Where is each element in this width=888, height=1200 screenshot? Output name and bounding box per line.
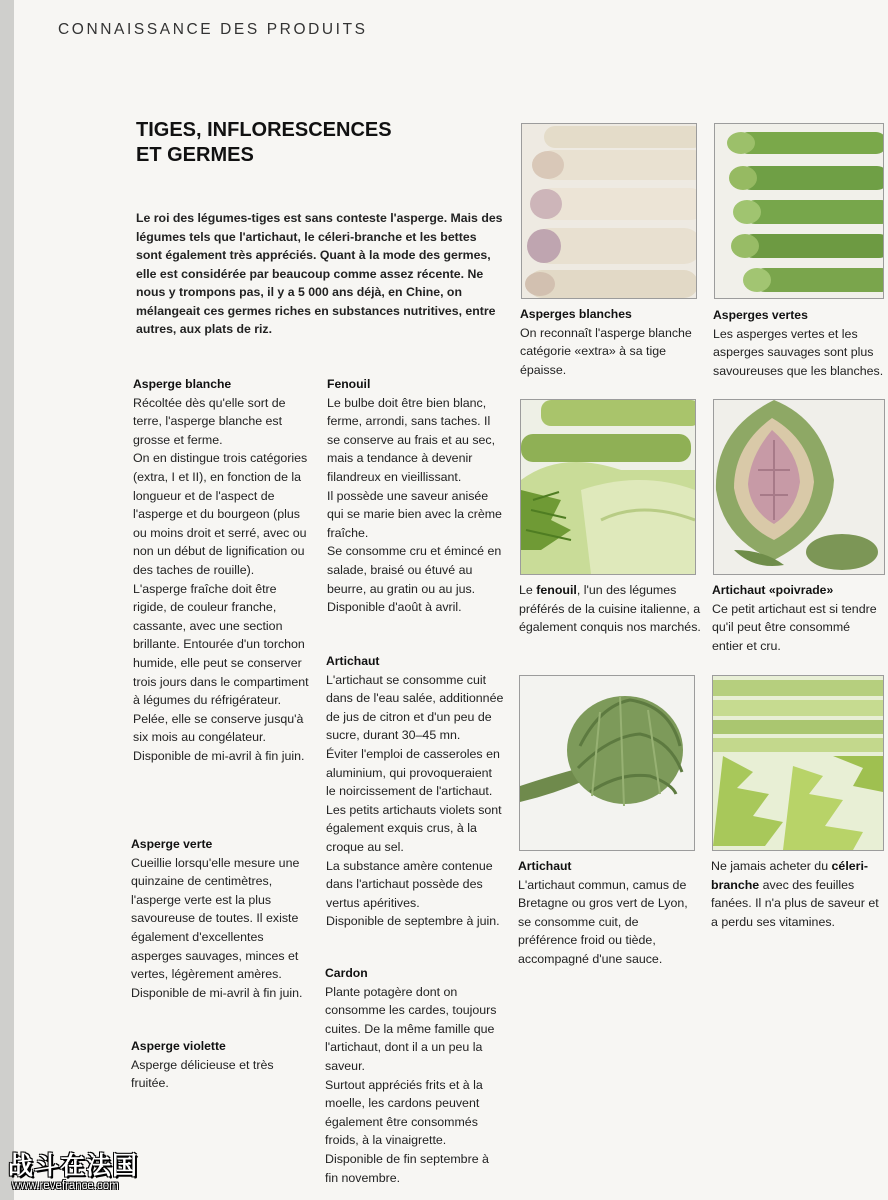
section-asperge-verte (131, 835, 309, 1002)
caption-title: Artichaut (518, 859, 572, 873)
photo-asperges-blanches (521, 123, 697, 299)
section-title: Fenouil (327, 377, 371, 391)
section-paragraph: Cueillie lorsqu'elle mesure une quinzaine de centimètres, l'asperge verte est la plus savoureuse de toutes. Il existe également d'excellentes asperges sauvages, minces et vertes, légèrement amères. (131, 855, 300, 982)
section-paragraph: Surtout appréciés frits et à la moelle, les cardons peuvent également être consommés froids, à la vinaigrette. (325, 1077, 483, 1148)
photo-artichaut-poivrade (713, 399, 885, 575)
section-paragraph: Se consomme cru et émincé en salade, braisé ou étuvé au beurre, au gratin ou au jus. (327, 544, 502, 596)
section-title: Asperge verte (131, 837, 213, 851)
section-paragraph: Éviter l'emploi de casseroles en aluminium, qui provoqueraient le noircissement de l'artichaut. Les petits artichauts violets sont également exquis crus, à la croque au sel. (326, 746, 502, 854)
caption-asperges-blanches (520, 305, 702, 379)
running-header: CONNAISSANCE DES PRODUITS (58, 21, 368, 38)
section-asperge-violette (131, 1037, 309, 1093)
section-paragraph: Disponible d'août à avril. (327, 600, 462, 615)
caption-text: Les asperges vertes et les asperges sauvages sont plus savoureuses que les blanches. (713, 326, 884, 378)
section-paragraph: L'artichaut se consomme cuit dans de l'eau salée, additionnée de jus de citron et d'un peu de sucre, durant 30–45 mn. (326, 672, 504, 743)
section-paragraph: Asperge délicieuse et très fruitée. (131, 1057, 274, 1091)
section-paragraph: Disponible de mi-avril à fin juin. (131, 985, 303, 1000)
caption-text-end: avec des feuilles fanées. Il n'a plus de saveur et a perdu ses vitamines. (711, 877, 879, 929)
caption-text-start: Le (519, 583, 537, 597)
section-paragraph: Il possède une saveur anisée qui se marie bien avec la crème fraîche. (327, 488, 502, 540)
page-gutter-shadow (0, 0, 14, 1200)
celery-illustration (713, 676, 883, 850)
caption-keyword: céleri-branche (711, 859, 869, 892)
caption-fenouil (519, 581, 701, 637)
section-asperge-blanche (133, 375, 311, 765)
article-title-line-1: TIGES, INFLORESCENCES (136, 119, 392, 141)
section-cardon (325, 964, 503, 1187)
caption-text (519, 581, 701, 637)
caption-title: Asperges blanches (520, 307, 632, 321)
photo-celeri-branche (712, 675, 884, 851)
section-paragraph: Pelée, elle se conserve jusqu'à six mois au congélateur. (133, 711, 304, 745)
section-fenouil (327, 375, 505, 617)
section-paragraph: On en distingue trois catégories (extra, I et II), en fonction de la longueur et de l'aspect de l'asperge et du bourgeon (plus ou moins droit et serré, avec ou non un début de lignification ou des taches de rouille). (133, 451, 308, 577)
caption-artichaut-poivrade (712, 581, 884, 655)
green-asparagus-illustration (715, 124, 883, 298)
section-paragraph: Récoltée dès qu'elle sort de terre, l'asperge blanche est grosse et ferme. (133, 395, 286, 447)
section-title: Cardon (325, 966, 368, 980)
caption-celeri-branche (711, 857, 883, 931)
white-asparagus-illustration (522, 124, 696, 298)
article-title (136, 118, 476, 168)
article-intro: Le roi des légumes-tiges est sans conteste l'asperge. Mais des légumes tels que l'artichaut, le céleri-branche et les bettes sont également très appréciés. Quant à la mode des germes, elle est considérée par beaucoup comme assez récente. Ne nous y trompons pas, il y a 5 000 ans déjà, en Chine, on mélangeait ces germes riches en substances nutritives, entre autres, aux plats de riz. (136, 211, 503, 336)
watermark (8, 1146, 150, 1192)
section-title: Asperge violette (131, 1039, 226, 1053)
fennel-illustration (521, 400, 695, 574)
section-paragraph: Plante potagère dont on consomme les cardes, toujours cuites. De la même famille que l'artichaut, dont il a un peu la saveur. (325, 984, 497, 1073)
caption-text: On reconnaît l'asperge blanche catégorie «extra» à sa tige épaisse. (520, 325, 692, 377)
section-paragraph: Disponible de septembre à juin. (326, 914, 500, 929)
photo-asperges-vertes (714, 123, 884, 299)
caption-artichaut (518, 857, 700, 969)
caption-text: L'artichaut commun, camus de Bretagne ou gros vert de Lyon, se consomme cuit, de préférence froid ou tiède, accompagné d'une sauce. (518, 877, 688, 966)
cut-artichoke-illustration (714, 400, 884, 574)
section-title: Asperge blanche (133, 377, 232, 391)
caption-title: Asperges vertes (713, 308, 808, 322)
caption-keyword: fenouil (536, 583, 577, 597)
caption-text-start: Ne jamais acheter du (711, 859, 832, 873)
section-artichaut (326, 652, 504, 931)
watermark-text: 战斗在法国 (8, 1152, 139, 1180)
caption-text (711, 857, 883, 931)
watermark-url: www.revefrance.com (12, 1180, 119, 1192)
caption-text-end: , l'un des légumes préférés de la cuisine italienne, a également conquis nos marchés. (519, 583, 701, 635)
caption-text: Ce petit artichaut est si tendre qu'il peut être consommé entier et cru. (712, 601, 877, 653)
photo-fenouil (520, 399, 696, 575)
section-paragraph: Disponible de fin septembre à fin novembre. (325, 1151, 489, 1185)
section-paragraph: La substance amère contenue dans l'artichaut possède des vertus apéritives. (326, 858, 493, 910)
section-title: Artichaut (326, 654, 380, 668)
section-paragraph: Le bulbe doit être bien blanc, ferme, arrondi, sans taches. Il se conserve au frais et au sec, mais a tendance à devenir filandreux en vieillissant. (327, 395, 496, 484)
photo-artichaut (519, 675, 695, 851)
caption-asperges-vertes (713, 306, 885, 380)
section-paragraph: Disponible de mi-avril à fin juin. (133, 748, 305, 763)
caption-title: Artichaut «poivrade» (712, 583, 834, 597)
section-paragraph: L'asperge fraîche doit être rigide, de couleur franche, cassante, avec une section brillante. Entourée d'un torchon humide, elle peut se conserver trois jours dans le compartiment à légumes du réfrigérateur. (133, 581, 309, 708)
article-title-line-2: ET GERMES (136, 144, 254, 166)
artichoke-illustration (520, 676, 694, 850)
